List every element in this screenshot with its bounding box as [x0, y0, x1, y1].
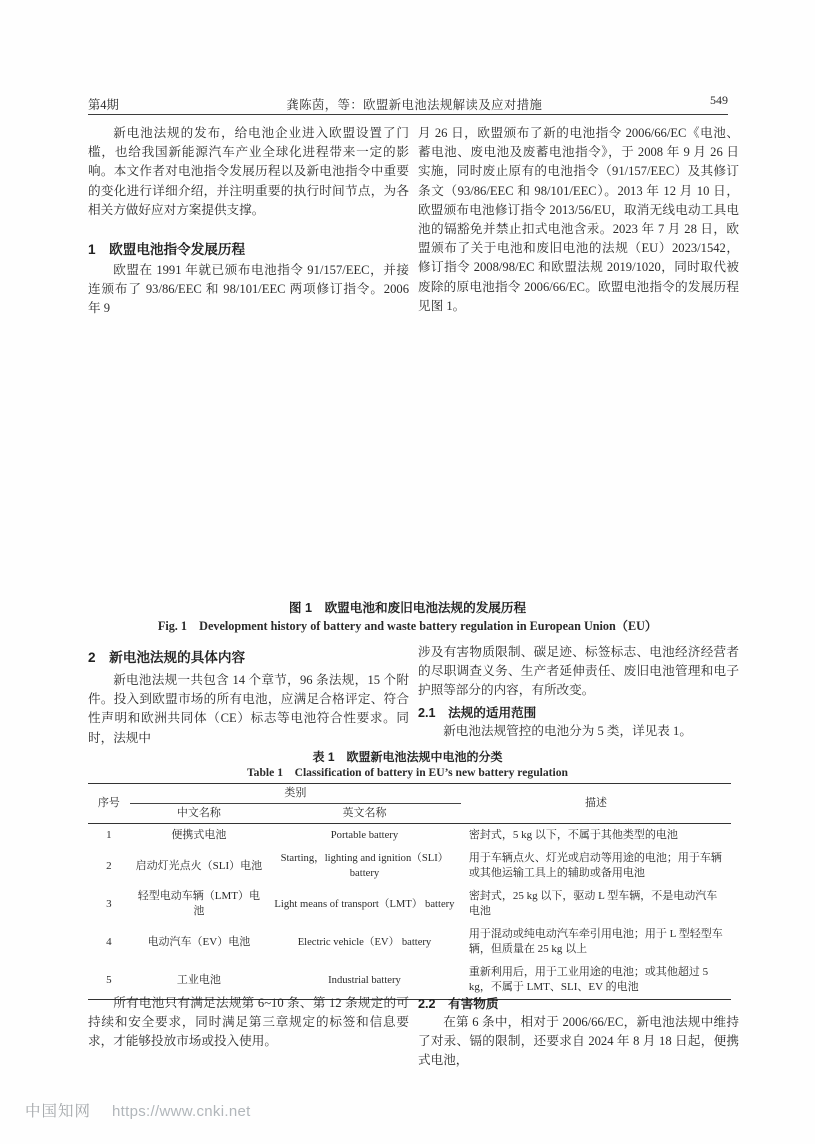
table-1-caption-zh: 表 1 欧盟新电池法规中电池的分类 — [312, 750, 503, 764]
cell-name-zh: 轻型电动车辆（LMT）电池 — [137, 890, 260, 917]
table-header-name-en: 英文名称 — [342, 807, 387, 819]
table-row — [88, 923, 731, 961]
table-1-caption-en: Table 1 Classification of battery in EU’s new battery regulation — [247, 766, 568, 779]
cell-name-zh: 电动汽车（EV）电池 — [147, 935, 251, 948]
section2-right-column — [418, 643, 739, 741]
cell-no: 4 — [106, 935, 112, 948]
cell-no: 1 — [106, 829, 112, 841]
cnki-logo-text: 中国知网 — [25, 1103, 92, 1120]
table-row — [88, 824, 731, 848]
table-header-no: 序号 — [97, 797, 120, 809]
section2-2-paragraph: 在第 6 条中，相对于 2006/66/EC，新电池法规中维持了对汞、镉的限制，还要求自 2024 年 8 月 18 日起，便携式电池， — [418, 1015, 739, 1068]
page-header — [88, 95, 728, 113]
issue-number: 第4期 — [88, 98, 119, 112]
figure-1-caption-en: Fig. 1 Development history of battery and waste battery regulation in European Union（EU） — [157, 619, 658, 633]
table-row — [88, 847, 731, 885]
section2-paragraph-left: 新电池法规一共包含 14 个章节，96 条法规，15 个附件。投入到欧盟市场的所有电池，应满足合格评定、符合性声明和欧洲共同体（CE）标志等电池符合性要求。同时，法规中 — [88, 673, 409, 745]
cell-name-zh: 工业电池 — [176, 973, 221, 986]
table-1 — [88, 783, 731, 1000]
cnki-watermark — [25, 1099, 251, 1121]
post-table-paragraph-left: 所有电池只有满足法规第 6~10 条、第 12 条规定的可持续和安全要求，同时满足第三章规定的标签和信息要求，才能够投放市场或投入使用。 — [88, 996, 409, 1049]
cell-name-en: Electric vehicle（EV） battery — [297, 936, 432, 948]
section1-paragraph-left: 欧盟在 1991 年就已颁布电池指令 91/157/EEC，并接连颁布了 93/86/EEC 和 98/101/EEC 两项修订指令。2006 年 9 — [88, 263, 409, 316]
cell-no: 5 — [106, 973, 112, 986]
cell-description: 用于混动或纯电动汽车牵引用电池；用于 L 型轻型车辆，但质量在 25 kg 以上 — [468, 928, 723, 955]
cell-no: 2 — [106, 859, 112, 872]
section1-paragraph-right: 月 26 日，欧盟颁布了新的电池指令 2006/66/EC《电池、蓄电池、废电池及废蓄电池指令》，于 2008 年 9 月 26 日实施，同时废止原有的电池指令（91/157/EEC）及其修订条文（93/86/EEC 和 98/101/EEC）。2013 年 12 月 10 日，欧盟颁布电池修订指令 2013/56/EU，取消无线电动工具电池的镉豁免并禁止扣式电池含汞。2023 年 7 月 28 日，欧盟颁布了关于电池和废旧电池的法规（EU）2023/1542，修订指令 2008/98/EC 和欧盟法规 2019/1020，同时取代被废除的原电池指令 2006/66/EC。欧盟电池指令的发展历程见图 1。 — [418, 126, 739, 313]
section2-1-heading: 2.1 法规的适用范围 — [418, 705, 537, 720]
section2-paragraph-right: 涉及有害物质限制、碳足迹、标签标志、电池经济经营者的尽职调查义务、生产者延伸责任、废旧电池管理和电子护照等部分的内容，有所改变。 — [418, 645, 739, 698]
cell-name-en: Starting，lighting and ignition（SLI） battery — [280, 853, 449, 879]
table-header-description: 描述 — [584, 797, 607, 809]
figure-1-image — [88, 315, 728, 590]
running-title: 龚陈茵，等：欧盟新电池法规解读及应对措施 — [286, 98, 543, 112]
section2-2-heading: 2.2 有害物质 — [418, 997, 499, 1011]
cell-name-zh: 便携式电池 — [171, 829, 227, 841]
page-number: 549 — [710, 93, 728, 107]
cell-name-en: Industrial battery — [328, 974, 401, 986]
header-rule — [88, 114, 728, 115]
section2-heading: 2 新电池法规的具体内容 — [88, 650, 246, 665]
cell-name-zh: 启动灯光点火（SLI）电池 — [135, 859, 263, 872]
cell-description: 密封式，5 kg 以下，不属于其他类型的电池 — [468, 829, 678, 841]
table-header-category: 类别 — [130, 784, 461, 804]
cnki-url: https://www.cnki.net — [112, 1103, 251, 1120]
table-header-name-zh: 中文名称 — [176, 807, 221, 819]
intro-paragraph: 新电池法规的发布，给电池企业进入欧盟设置了门槛，也给我国新能源汽车产业全球化进程带来一定的影响。本文作者对电池指令发展历程以及新电池指令中重要的变化进行详细介绍，并注明重要的执行时间节点，为各相关方做好应对方案提供支撑。 — [88, 126, 409, 217]
cell-description: 重新利用后，用于工业用途的电池；或其他超过 5 kg，不属于 LMT、SLI、EV 的电池 — [468, 966, 709, 993]
cell-description: 用于车辆点火、灯光或启动等用途的电池；用于车辆或其他运输工具上的辅助或备用电池 — [468, 852, 722, 879]
cell-name-en: Light means of transport（LMT） battery — [274, 898, 455, 910]
cell-name-en: Portable battery — [330, 830, 399, 841]
cell-no: 3 — [106, 897, 112, 910]
table-row — [88, 885, 731, 923]
post-table-right-column — [418, 992, 739, 1071]
section1-heading: 1 欧盟电池指令发展历程 — [88, 242, 246, 257]
figure-1-caption-zh: 图 1 欧盟电池和废旧电池法规的发展历程 — [288, 601, 527, 615]
cell-description: 密封式，25 kg 以下，驱动 L 型车辆，不是电动汽车电池 — [468, 890, 718, 917]
section2-1-paragraph: 新电池法规管控的电池分为 5 类，详见表 1。 — [443, 723, 692, 738]
